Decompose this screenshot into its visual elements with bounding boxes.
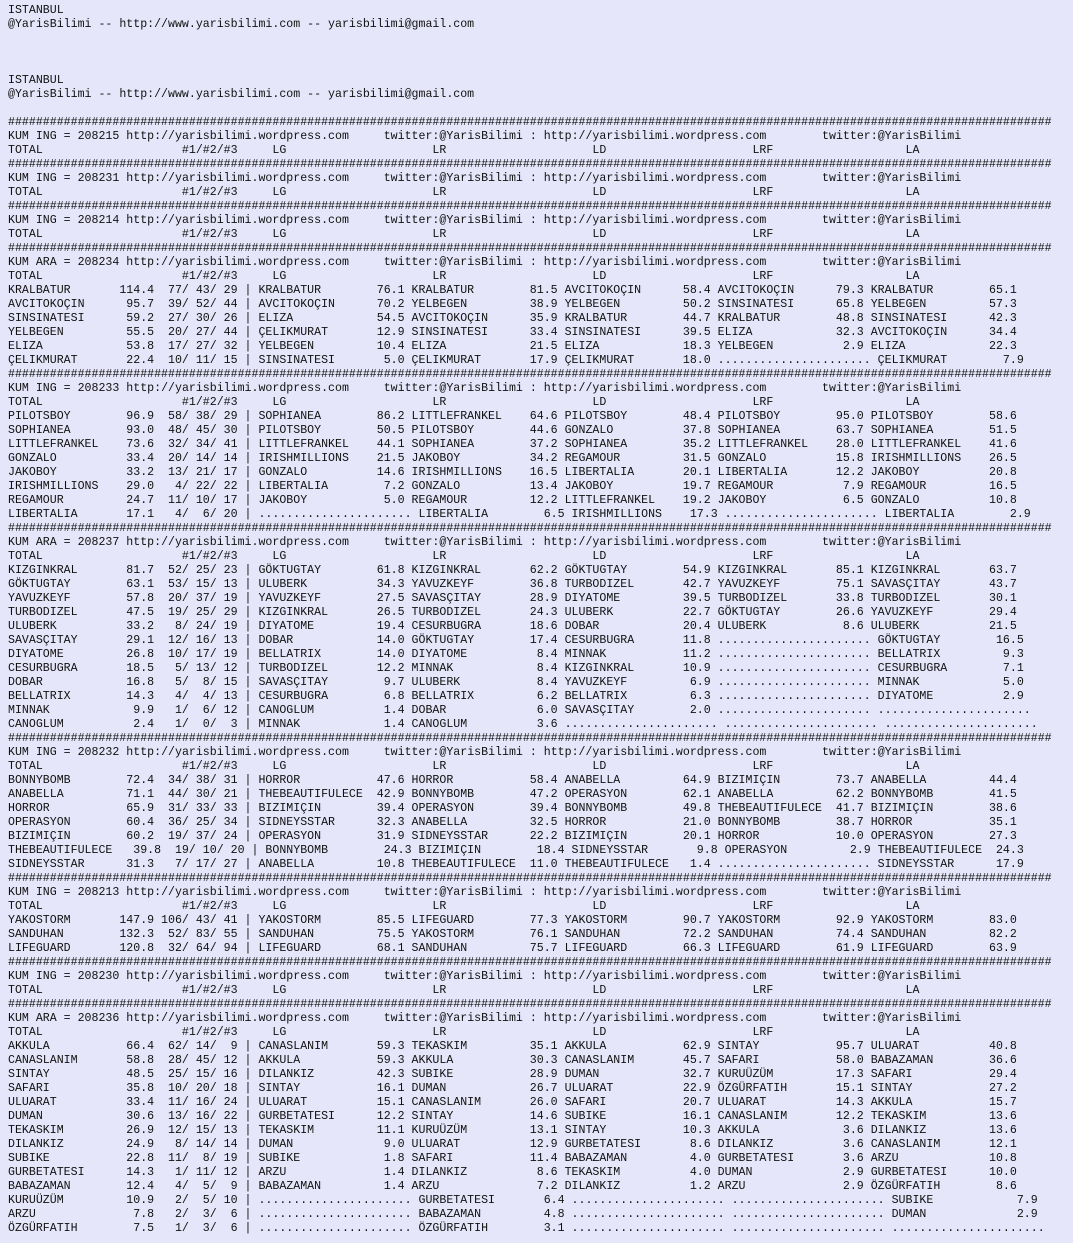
table-row: CESURBUGRA 18.5 5/ 13/ 12 | TURBODIZEL 12.2 MINNAK 8.4 KIZGINKRAL 10.9 ...................... CESURBUGRA 7.1 [8, 662, 1024, 675]
race-header [8, 130, 1073, 144]
table-row: BABAZAMAN 12.4 4/ 5/ 9 | BABAZAMAN 1.4 ARZU 7.2 DILANKIZ 1.2 ARZU 2.9 ÖZGÜRFATIH 8.6 [8, 1180, 1017, 1193]
table-row: GÖKTUGTAY 63.1 53/ 15/ 13 | ULUBERK 34.3 YAVUZKEYF 36.8 TURBODIZEL 42.7 YAVUZKEYF 75.1 SAVASÇITAY 43.7 [8, 578, 1017, 591]
table-row: SIDNEYSSTAR 31.3 7/ 17/ 27 | ANABELLA 10.8 THEBEAUTIFULECE 11.0 THEBEAUTIFULECE 1.4 ...................... SIDNEYSSTAR 17.9 [8, 858, 1024, 871]
twitter-handle: twitter:@YarisBilimi [766, 970, 962, 983]
column-header: TOTAL #1/#2/#3 LG LR LD LRF LA [8, 144, 920, 157]
twitter-handle: twitter:@YarisBilimi [766, 536, 962, 549]
site-link[interactable]: http://yarisbilimi.wordpress.com [126, 886, 349, 899]
race-block [8, 200, 1073, 242]
race-label: KUM ING = 208232 [8, 746, 127, 759]
twitter-handle: twitter:@YarisBilimi [766, 746, 962, 759]
site-link[interactable]: http://yarisbilimi.wordpress.com [126, 172, 349, 185]
table-row: IRISHMILLIONS 29.0 4/ 22/ 22 | LIBERTALIA 7.2 GONZALO 13.4 JAKOBOY 19.7 REGAMOUR 7.9 REGAMOUR 16.5 [8, 480, 1017, 493]
separator-line: ###################################################################################################################################################### [8, 872, 1052, 885]
table-row: DUMAN 30.6 13/ 16/ 22 | GURBETATESI 12.2 SINTAY 14.6 SUBIKE 16.1 CANASLANIM 12.2 TEKASKIM 13.6 [8, 1110, 1017, 1123]
twitter-handle: twitter:@YarisBilimi [766, 256, 962, 269]
site-link[interactable]: http://yarisbilimi.wordpress.com [126, 256, 349, 269]
table-row: SAFARI 35.8 10/ 20/ 18 | SINTAY 16.1 DUMAN 26.7 ULUARAT 22.9 ÖZGÜRFATIH 15.1 SINTAY 27.2 [8, 1082, 1017, 1095]
race-header [8, 172, 1073, 186]
race-label: KUM ING = 208231 [8, 172, 127, 185]
table-row: ANABELLA 71.1 44/ 30/ 21 | THEBEAUTIFULECE 42.9 BONNYBOMB 47.2 OPERASYON 62.1 ANABELLA 62.2 BONNYBOMB 41.5 [8, 788, 1017, 801]
site-link[interactable]: http://yarisbilimi.wordpress.com [126, 536, 349, 549]
blank-line [8, 46, 1073, 60]
table-row: SINTAY 48.5 25/ 15/ 16 | DILANKIZ 42.3 SUBIKE 28.9 DUMAN 32.7 KURUÜZÜM 17.3 SAFARI 29.4 [8, 1068, 1017, 1081]
intro-contact: @YarisBilimi -- http://www.yarisbilimi.com -- yarisbilimi@gmail.com [8, 18, 475, 31]
table-row: JAKOBOY 33.2 13/ 21/ 17 | GONZALO 14.6 IRISHMILLIONS 16.5 LIBERTALIA 20.1 LIBERTALIA 12.2 JAKOBOY 20.8 [8, 466, 1017, 479]
column-header: TOTAL #1/#2/#3 LG LR LD LRF LA [8, 900, 920, 913]
blank-line [8, 60, 1073, 74]
table-row: KIZGINKRAL 81.7 52/ 25/ 23 | GÖKTUGTAY 61.8 KIZGINKRAL 62.2 GÖKTUGTAY 54.9 KIZGINKRAL 85.1 KIZGINKRAL 63.7 [8, 564, 1017, 577]
table-row: CANASLANIM 58.8 28/ 45/ 12 | AKKULA 59.3 AKKULA 30.3 CANASLANIM 45.7 SAFARI 58.0 BABAZAMAN 36.6 [8, 1054, 1017, 1067]
table-row: BONNYBOMB 72.4 34/ 38/ 31 | HORROR 47.6 HORROR 58.4 ANABELLA 64.9 BIZIMIÇIN 73.7 ANABELLA 44.4 [8, 774, 1017, 787]
table-row: ULUBERK 33.2 8/ 24/ 19 | DIYATOME 19.4 CESURBUGRA 18.6 DOBAR 20.4 ULUBERK 8.6 ULUBERK 21.5 [8, 620, 1017, 633]
race-header [8, 1012, 1073, 1026]
column-header: TOTAL #1/#2/#3 LG LR LD LRF LA [8, 270, 920, 283]
column-header: TOTAL #1/#2/#3 LG LR LD LRF LA [8, 186, 920, 199]
column-header: TOTAL #1/#2/#3 LG LR LD LRF LA [8, 760, 920, 773]
table-row: ULUARAT 33.4 11/ 16/ 24 | ULUARAT 15.1 CANASLANIM 26.0 SAFARI 20.7 ULUARAT 14.3 AKKULA 15.7 [8, 1096, 1017, 1109]
table-row: YAKOSTORM 147.9 106/ 43/ 41 | YAKOSTORM 85.5 LIFEGUARD 77.3 YAKOSTORM 90.7 YAKOSTORM 92.9 YAKOSTORM 83.0 [8, 914, 1017, 927]
intro-block-2 [8, 74, 1073, 116]
twitter-handle: twitter:@YarisBilimi : [348, 256, 544, 269]
race-header [8, 256, 1073, 270]
table-row: YELBEGEN 55.5 20/ 27/ 44 | ÇELIKMURAT 12.9 SINSINATESI 33.4 SINSINATESI 39.5 ELIZA 32.3 AVCITOKOÇIN 34.4 [8, 326, 1017, 339]
site-link[interactable]: http://yarisbilimi.wordpress.com [543, 536, 767, 549]
twitter-handle: twitter:@YarisBilimi [766, 1012, 962, 1025]
twitter-handle: twitter:@YarisBilimi : [348, 970, 544, 983]
table-row: TURBODIZEL 47.5 19/ 25/ 29 | KIZGINKRAL 26.5 TURBODIZEL 24.3 ULUBERK 22.7 GÖKTUGTAY 26.6 YAVUZKEYF 29.4 [8, 606, 1017, 619]
twitter-handle: twitter:@YarisBilimi : [348, 214, 544, 227]
twitter-handle: twitter:@YarisBilimi [766, 172, 962, 185]
race-list [8, 116, 1073, 1236]
race-block [8, 158, 1073, 200]
table-row: SANDUHAN 132.3 52/ 83/ 55 | SANDUHAN 75.5 YAKOSTORM 76.1 SANDUHAN 72.2 SANDUHAN 74.4 SANDUHAN 82.2 [8, 928, 1017, 941]
table-row: DILANKIZ 24.9 8/ 14/ 14 | DUMAN 9.0 ULUARAT 12.9 GURBETATESI 8.6 DILANKIZ 3.6 CANASLANIM 12.1 [8, 1138, 1017, 1151]
site-link[interactable]: http://yarisbilimi.wordpress.com [543, 382, 767, 395]
site-link[interactable]: http://yarisbilimi.wordpress.com [126, 970, 349, 983]
separator-line: ###################################################################################################################################################### [8, 522, 1052, 535]
race-label: KUM ING = 208215 [8, 130, 127, 143]
table-row: YAVUZKEYF 57.8 20/ 37/ 19 | YAVUZKEYF 27.5 SAVASÇITAY 28.9 DIYATOME 39.5 TURBODIZEL 33.8 TURBODIZEL 30.1 [8, 592, 1017, 605]
race-header [8, 886, 1073, 900]
table-row: DOBAR 16.8 5/ 8/ 15 | SAVASÇITAY 9.7 ULUBERK 8.4 YAVUZKEYF 6.9 ...................... MINNAK 5.0 [8, 676, 1024, 689]
race-block [8, 242, 1073, 368]
separator-line: ###################################################################################################################################################### [8, 998, 1052, 1011]
table-row: CANOGLUM 2.4 1/ 0/ 3 | MINNAK 1.4 CANOGLUM 3.6 ...................... ...................... ...................... [8, 718, 1038, 731]
intro-city: ISTANBUL [8, 4, 64, 17]
twitter-handle: twitter:@YarisBilimi : [348, 130, 544, 143]
race-label: KUM ING = 208230 [8, 970, 127, 983]
site-link[interactable]: http://yarisbilimi.wordpress.com [543, 970, 767, 983]
race-block [8, 998, 1073, 1236]
table-row: KRALBATUR 114.4 77/ 43/ 29 | KRALBATUR 76.1 KRALBATUR 81.5 AVCITOKOÇIN 58.4 AVCITOKOÇIN 79.3 KRALBATUR 65.1 [8, 284, 1017, 297]
table-row: LITTLEFRANKEL 73.6 32/ 34/ 41 | LITTLEFRANKEL 44.1 SOPHIANEA 37.2 SOPHIANEA 35.2 LITTLEFRANKEL 28.0 LITTLEFRANKEL 41.6 [8, 438, 1017, 451]
table-row: HORROR 65.9 31/ 33/ 33 | BIZIMIÇIN 39.4 OPERASYON 39.4 BONNYBOMB 49.8 THEBEAUTIFULECE 41.7 BIZIMIÇIN 38.6 [8, 802, 1017, 815]
race-block [8, 522, 1073, 732]
table-row: LIBERTALIA 17.1 4/ 6/ 20 | ...................... LIBERTALIA 6.5 IRISHMILLIONS 17.3 ...................... LIBERTALIA 2.9 [8, 508, 1031, 521]
twitter-handle: twitter:@YarisBilimi [766, 130, 962, 143]
site-link[interactable]: http://yarisbilimi.wordpress.com [126, 1012, 349, 1025]
separator-line: ###################################################################################################################################################### [8, 158, 1052, 171]
race-header [8, 746, 1073, 760]
site-link[interactable]: http://yarisbilimi.wordpress.com [543, 1012, 767, 1025]
table-row: ARZU 7.8 2/ 3/ 6 | ...................... BABAZAMAN 4.8 ...................... ...................... DUMAN 2.9 [8, 1208, 1038, 1221]
site-link[interactable]: http://yarisbilimi.wordpress.com [543, 886, 767, 899]
twitter-handle: twitter:@YarisBilimi : [348, 172, 544, 185]
table-row: AKKULA 66.4 62/ 14/ 9 | CANASLANIM 59.3 TEKASKIM 35.1 AKKULA 62.9 SINTAY 95.7 ULUARAT 40.8 [8, 1040, 1017, 1053]
twitter-handle: twitter:@YarisBilimi : [348, 886, 544, 899]
column-header: TOTAL #1/#2/#3 LG LR LD LRF LA [8, 228, 920, 241]
site-link[interactable]: http://yarisbilimi.wordpress.com [543, 746, 767, 759]
table-row: BELLATRIX 14.3 4/ 4/ 13 | CESURBUGRA 6.8 BELLATRIX 6.2 BELLATRIX 6.3 ...................... DIYATOME 2.9 [8, 690, 1024, 703]
race-block [8, 956, 1073, 998]
race-header [8, 214, 1073, 228]
separator-line: ###################################################################################################################################################### [8, 368, 1052, 381]
race-label: KUM ING = 208213 [8, 886, 127, 899]
blank-line [8, 102, 1073, 116]
race-label: KUM ARA = 208237 [8, 536, 127, 549]
blank-line [8, 32, 1073, 46]
site-link[interactable]: http://yarisbilimi.wordpress.com [543, 256, 767, 269]
race-block [8, 116, 1073, 158]
intro-contact: @YarisBilimi -- http://www.yarisbilimi.com -- yarisbilimi@gmail.com [8, 88, 475, 101]
site-link[interactable]: http://yarisbilimi.wordpress.com [543, 214, 767, 227]
table-row: GURBETATESI 14.3 1/ 11/ 12 | ARZU 1.4 DILANKIZ 8.6 TEKASKIM 4.0 DUMAN 2.9 GURBETATESI 10.0 [8, 1166, 1017, 1179]
site-link[interactable]: http://yarisbilimi.wordpress.com [126, 214, 349, 227]
table-row: ÖZGÜRFATIH 7.5 1/ 3/ 6 | ...................... ÖZGÜRFATIH 3.1 ...................... ...................... ...................... [8, 1222, 1045, 1235]
intro-city: ISTANBUL [8, 74, 64, 87]
table-row: KURUÜZÜM 10.9 2/ 5/ 10 | ...................... GURBETATESI 6.4 ...................... ...................... SUBIKE 7.9 [8, 1194, 1038, 1207]
site-link[interactable]: http://yarisbilimi.wordpress.com [543, 130, 767, 143]
race-label: KUM ING = 208233 [8, 382, 127, 395]
race-label: KUM ARA = 208234 [8, 256, 127, 269]
column-header: TOTAL #1/#2/#3 LG LR LD LRF LA [8, 550, 920, 563]
table-row: PILOTSBOY 96.9 58/ 38/ 29 | SOPHIANEA 86.2 LITTLEFRANKEL 64.6 PILOTSBOY 48.4 PILOTSBOY 95.0 PILOTSBOY 58.6 [8, 410, 1017, 423]
table-row: DIYATOME 26.8 10/ 17/ 19 | BELLATRIX 14.0 DIYATOME 8.4 MINNAK 11.2 ...................... BELLATRIX 9.3 [8, 648, 1024, 661]
separator-line: ###################################################################################################################################################### [8, 732, 1052, 745]
twitter-handle: twitter:@YarisBilimi [766, 382, 962, 395]
separator-line: ###################################################################################################################################################### [8, 956, 1052, 969]
table-row: ÇELIKMURAT 22.4 10/ 11/ 15 | SINSINATESI 5.0 ÇELIKMURAT 17.9 ÇELIKMURAT 18.0 ...................... ÇELIKMURAT 7.9 [8, 354, 1024, 367]
table-row: REGAMOUR 24.7 11/ 10/ 17 | JAKOBOY 5.0 REGAMOUR 12.2 LITTLEFRANKEL 19.2 JAKOBOY 6.5 GONZALO 10.8 [8, 494, 1017, 507]
race-block [8, 732, 1073, 872]
table-row: SINSINATESI 59.2 27/ 30/ 26 | ELIZA 54.5 AVCITOKOÇIN 35.9 KRALBATUR 44.7 KRALBATUR 48.8 SINSINATESI 42.3 [8, 312, 1017, 325]
site-link[interactable]: http://yarisbilimi.wordpress.com [126, 382, 349, 395]
twitter-handle: twitter:@YarisBilimi : [348, 746, 544, 759]
column-header: TOTAL #1/#2/#3 LG LR LD LRF LA [8, 984, 920, 997]
table-row: AVCITOKOÇIN 95.7 39/ 52/ 44 | AVCITOKOÇIN 70.2 YELBEGEN 38.9 YELBEGEN 50.2 SINSINATESI 65.8 YELBEGEN 57.3 [8, 298, 1017, 311]
intro-block-1 [8, 4, 1073, 74]
table-row: BIZIMIÇIN 60.2 19/ 37/ 24 | OPERASYON 31.9 SIDNEYSSTAR 22.2 BIZIMIÇIN 20.1 HORROR 10.0 OPERASYON 27.3 [8, 830, 1017, 843]
race-block [8, 368, 1073, 522]
twitter-handle: twitter:@YarisBilimi : [348, 536, 544, 549]
table-row: ELIZA 53.8 17/ 27/ 32 | YELBEGEN 10.4 ELIZA 21.5 ELIZA 18.3 YELBEGEN 2.9 ELIZA 22.3 [8, 340, 1017, 353]
twitter-handle: twitter:@YarisBilimi : [348, 1012, 544, 1025]
site-link[interactable]: http://yarisbilimi.wordpress.com [126, 130, 349, 143]
table-row: OPERASYON 60.4 36/ 25/ 34 | SIDNEYSSTAR 32.3 ANABELLA 32.5 HORROR 21.0 BONNYBOMB 38.7 HORROR 35.1 [8, 816, 1017, 829]
table-row: SUBIKE 22.8 11/ 8/ 19 | SUBIKE 1.8 SAFARI 11.4 BABAZAMAN 4.0 GURBETATESI 3.6 ARZU 10.8 [8, 1152, 1017, 1165]
table-row: GONZALO 33.4 20/ 14/ 14 | IRISHMILLIONS 21.5 JAKOBOY 34.2 REGAMOUR 31.5 GONZALO 15.8 IRISHMILLIONS 26.5 [8, 452, 1017, 465]
separator-line: ###################################################################################################################################################### [8, 116, 1052, 129]
separator-line: ###################################################################################################################################################### [8, 242, 1052, 255]
twitter-handle: twitter:@YarisBilimi [766, 214, 962, 227]
race-header [8, 382, 1073, 396]
race-header [8, 536, 1073, 550]
race-label: KUM ING = 208214 [8, 214, 127, 227]
race-header [8, 970, 1073, 984]
table-row: LIFEGUARD 120.8 32/ 64/ 94 | LIFEGUARD 68.1 SANDUHAN 75.7 LIFEGUARD 66.3 LIFEGUARD 61.9 LIFEGUARD 63.9 [8, 942, 1017, 955]
site-link[interactable]: http://yarisbilimi.wordpress.com [126, 746, 349, 759]
column-header: TOTAL #1/#2/#3 LG LR LD LRF LA [8, 396, 920, 409]
table-row: SAVASÇITAY 29.1 12/ 16/ 13 | DOBAR 14.0 GÖKTUGTAY 17.4 CESURBUGRA 11.8 ...................... GÖKTUGTAY 16.5 [8, 634, 1024, 647]
table-row: SOPHIANEA 93.0 48/ 45/ 30 | PILOTSBOY 50.5 PILOTSBOY 44.6 GONZALO 37.8 SOPHIANEA 63.7 SOPHIANEA 51.5 [8, 424, 1017, 437]
twitter-handle: twitter:@YarisBilimi : [348, 382, 544, 395]
twitter-handle: twitter:@YarisBilimi [766, 886, 962, 899]
column-header: TOTAL #1/#2/#3 LG LR LD LRF LA [8, 1026, 920, 1039]
race-block [8, 872, 1073, 956]
table-row: THEBEAUTIFULECE 39.8 19/ 10/ 20 | BONNYBOMB 24.3 BIZIMIÇIN 18.4 SIDNEYSSTAR 9.8 OPERASYON 2.9 THEBEAUTIFULECE 24.3 [8, 844, 1024, 857]
site-link[interactable]: http://yarisbilimi.wordpress.com [543, 172, 767, 185]
separator-line: ###################################################################################################################################################### [8, 200, 1052, 213]
table-row: MINNAK 9.9 1/ 6/ 12 | CANOGLUM 1.4 DOBAR 6.0 SAVASÇITAY 2.0 ...................... ...................... [8, 704, 1031, 717]
table-row: TEKASKIM 26.9 12/ 15/ 13 | TEKASKIM 11.1 KURUÜZÜM 13.1 SINTAY 10.3 AKKULA 3.6 DILANKIZ 13.6 [8, 1124, 1017, 1137]
race-label: KUM ARA = 208236 [8, 1012, 127, 1025]
